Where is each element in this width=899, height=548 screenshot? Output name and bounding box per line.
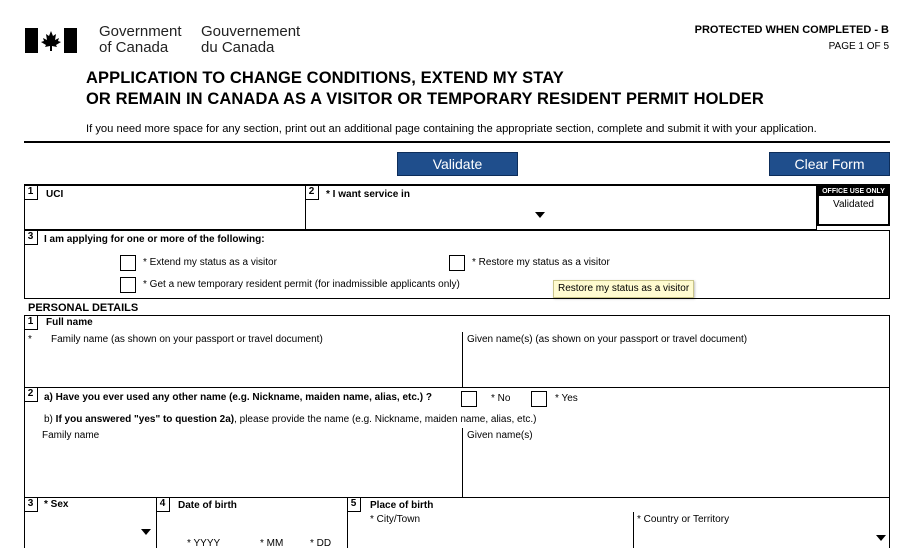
applying-for-label: I am applying for one or more of the following: [44, 234, 265, 245]
personal-q1-number: 1 [24, 315, 38, 330]
temp-permit-label: * Get a new temporary resident permit (for inadmissible applicants only) [143, 279, 460, 290]
required-asterisk: * [28, 334, 32, 345]
given-name-label: Given name(s) (as shown on your passport or travel document) [467, 334, 748, 345]
extend-status-checkbox[interactable] [120, 255, 136, 271]
country-label: * Country or Territory [637, 514, 730, 525]
validate-button[interactable]: Validate [397, 152, 518, 176]
notice-text: If you need more space for any section, print out an additional page containing the appropriate section, complete and submit it with your application. [86, 123, 817, 135]
personal-q5-number: 5 [347, 497, 361, 512]
family-name-label: Family name (as shown on your passport or travel document) [51, 334, 323, 345]
header-divider [24, 141, 890, 143]
title-line1: APPLICATION TO CHANGE CONDITIONS, EXTEND MY STAY [86, 69, 564, 87]
restore-status-label: * Restore my status as a visitor [472, 257, 610, 268]
clear-form-button[interactable]: Clear Form [769, 152, 890, 176]
restore-status-tooltip: Restore my status as a visitor [553, 280, 694, 298]
temp-permit-checkbox[interactable] [120, 277, 136, 293]
gov-en-line2: of Canada [99, 39, 169, 56]
personal-q2-number: 2 [24, 387, 38, 402]
office-use-header: OFFICE USE ONLY [819, 187, 888, 196]
q2b-rest: , please provide the name (e.g. Nickname, maiden name, alias, etc.) [234, 414, 537, 425]
page-number: PAGE 1 OF 5 [828, 41, 889, 52]
form-title [86, 68, 764, 110]
q1-number: 1 [24, 185, 38, 200]
personal-details-heading: PERSONAL DETAILS [28, 302, 139, 314]
other-name-no-checkbox[interactable] [461, 391, 477, 407]
place-of-birth-label: Place of birth [370, 500, 434, 511]
other-given-name-label: Given name(s) [467, 430, 533, 441]
chevron-down-icon[interactable] [535, 212, 545, 218]
uci-label: UCI [46, 189, 64, 200]
protected-label: PROTECTED WHEN COMPLETED - B [694, 24, 889, 36]
office-validated-value: Validated [833, 199, 874, 210]
sex-label: * Sex [44, 499, 69, 510]
gov-fr-line2: du Canada [201, 39, 275, 56]
country-chevron-down-icon[interactable] [876, 535, 886, 541]
dob-year-label[interactable]: * YYYY [187, 538, 221, 548]
title-line2: OR REMAIN IN CANADA AS A VISITOR OR TEMPORARY RESIDENT PERMIT HOLDER [86, 90, 764, 108]
uci-field[interactable] [24, 185, 306, 230]
q3-number: 3 [24, 230, 38, 245]
q2b-prefix: b) [44, 414, 56, 425]
q2-number: 2 [305, 185, 319, 200]
dob-day-label[interactable]: * DD [310, 538, 332, 548]
canada-flag-icon [25, 28, 77, 53]
extend-status-label: * Extend my status as a visitor [143, 257, 277, 268]
dob-month-label[interactable]: * MM [260, 538, 284, 548]
other-name-yes-checkbox[interactable] [531, 391, 547, 407]
other-family-name-label: Family name [42, 430, 100, 441]
personal-q4-number: 4 [156, 497, 170, 512]
other-name-no-label: * No [491, 393, 511, 404]
city-label: * City/Town [370, 514, 421, 525]
gov-fr-line1: Gouvernement [201, 23, 301, 40]
other-name-yes-label: * Yes [555, 393, 578, 404]
other-name-instruction [44, 414, 536, 426]
full-name-label: Full name [46, 317, 93, 328]
gov-en-line1: Government [99, 23, 182, 40]
sex-chevron-down-icon[interactable] [141, 529, 151, 535]
q2b-bold: If you answered "yes" to question 2a) [55, 414, 235, 425]
dob-label: Date of birth [178, 500, 237, 511]
personal-q3-number: 3 [24, 497, 38, 512]
service-label: * I want service in [326, 189, 410, 200]
restore-status-checkbox[interactable] [449, 255, 465, 271]
other-name-question: a) Have you ever used any other name (e.g. Nickname, maiden name, alias, etc.) ? [44, 392, 432, 403]
